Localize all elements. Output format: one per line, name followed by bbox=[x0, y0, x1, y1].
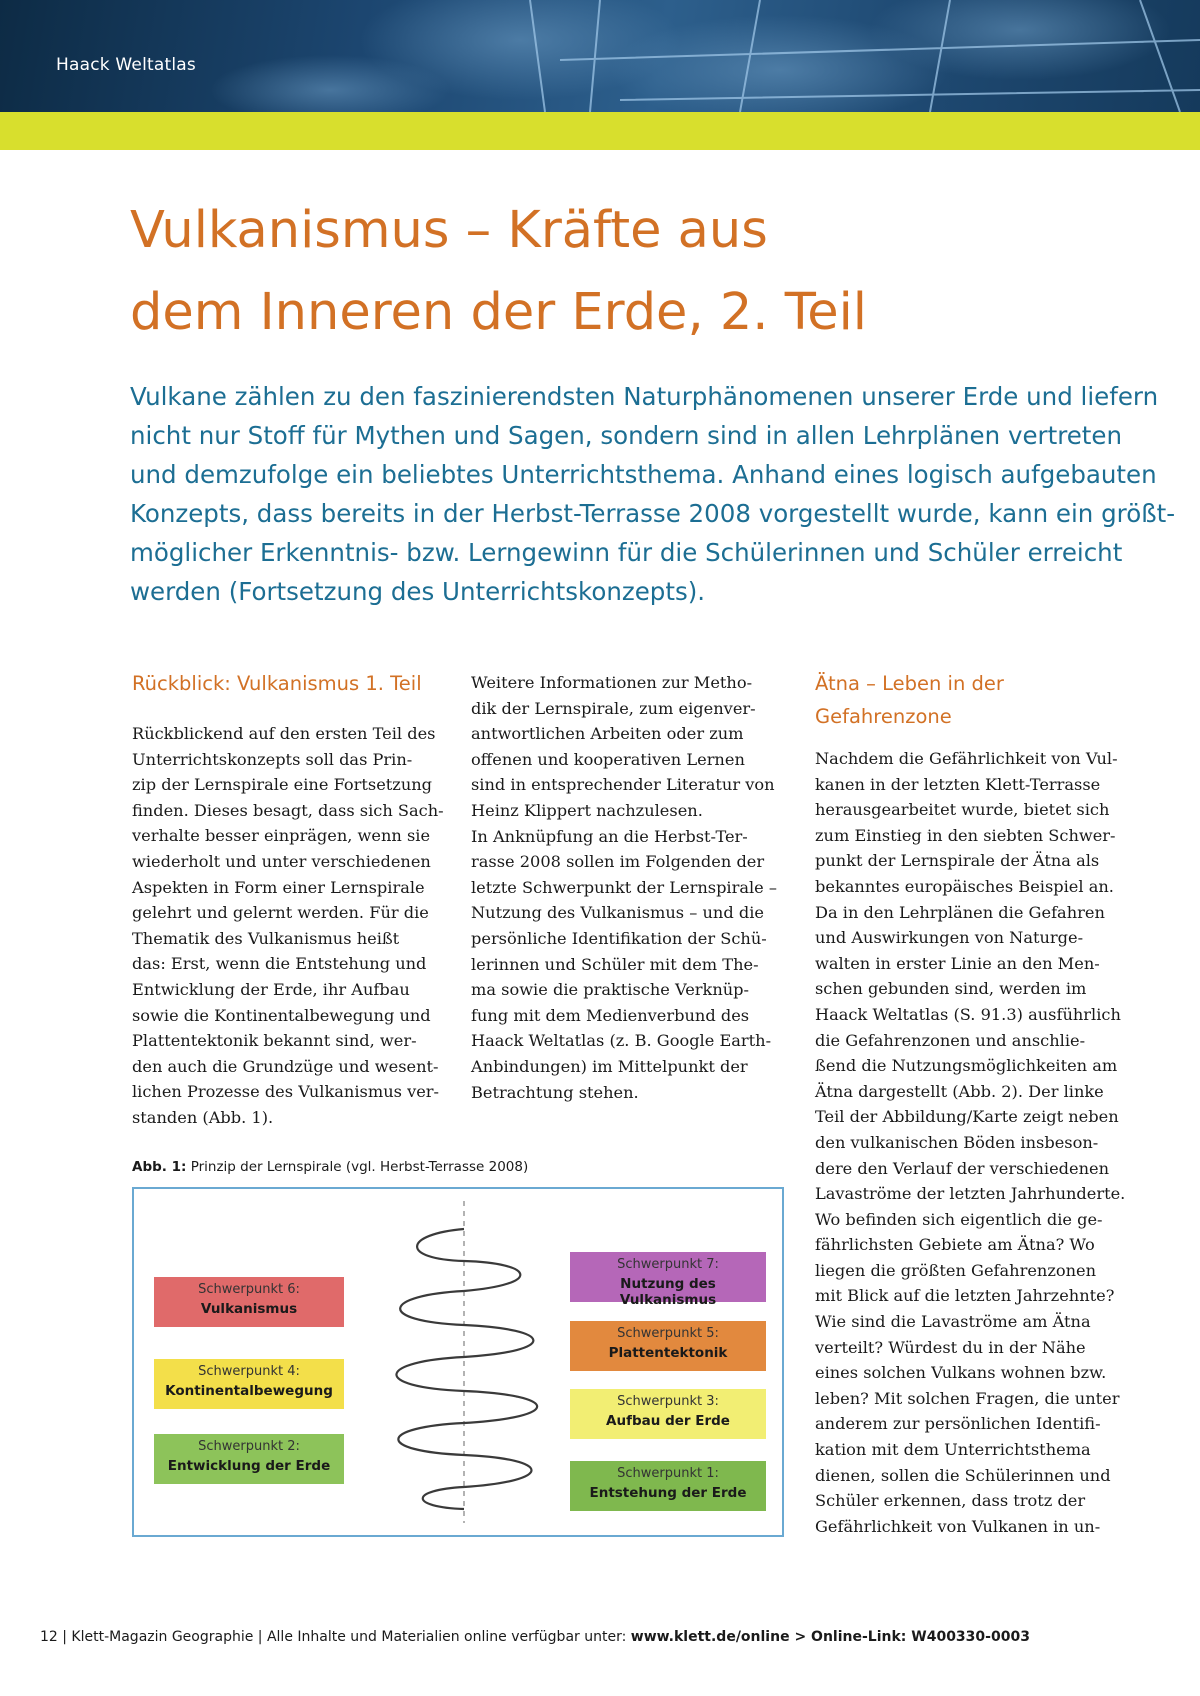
caption-text: Prinzip der Lernspirale (vgl. Herbst-Terrasse 2008) bbox=[186, 1159, 529, 1175]
body-line: Schüler erkennen, dass trotz der bbox=[815, 1491, 1086, 1511]
body-line: standen (Abb. 1). bbox=[132, 1107, 274, 1127]
col1-body bbox=[132, 721, 444, 1131]
body-line: Gefährlichkeit von Vulkanen in un- bbox=[815, 1516, 1101, 1536]
body-line: Entwicklung der Erde, ihr Aufbau bbox=[132, 979, 410, 999]
body-line: Thematik des Vulkanismus heißt bbox=[132, 928, 400, 948]
body-line: den vulkanischen Böden insbeson- bbox=[815, 1132, 1099, 1152]
body-line: finden. Dieses besagt, dass sich Sach- bbox=[132, 800, 444, 820]
box-topic: Kontinentalbewegung bbox=[165, 1383, 333, 1399]
body-line: Wie sind die Lavaströme am Ätna bbox=[815, 1312, 1091, 1332]
body-line: liegen die größten Gefahrenzonen bbox=[815, 1260, 1097, 1280]
body-line: fung mit dem Medienverbund des bbox=[471, 1005, 750, 1025]
col1-heading bbox=[132, 667, 422, 700]
body-line: Rückblickend auf den ersten Teil des bbox=[132, 724, 436, 743]
lead-line: Vulkane zählen zu den faszinierendsten Naturphänomenen unserer Erde und liefern bbox=[130, 382, 1159, 411]
box-step: Schwerpunkt 2: bbox=[198, 1439, 300, 1454]
body-line: Weitere Informationen zur Metho- bbox=[471, 673, 753, 692]
box-step: Schwerpunkt 6: bbox=[198, 1282, 300, 1297]
col3-heading bbox=[815, 667, 1004, 733]
body-line: Betrachtung stehen. bbox=[471, 1082, 639, 1102]
body-line: Heinz Klippert nachzulesen. bbox=[471, 800, 703, 820]
body-line: letzte Schwerpunkt der Lernspirale – bbox=[471, 877, 777, 897]
caption-number: Abb. 1: bbox=[132, 1159, 187, 1175]
body-line: zum Einstieg in den siebten Schwer- bbox=[815, 825, 1116, 845]
body-line: gelehrt und gelernt werden. Für die bbox=[132, 903, 429, 923]
spiral-box-3 bbox=[570, 1389, 766, 1439]
box-step: Schwerpunkt 7: bbox=[617, 1257, 719, 1272]
body-line: Plattentektonik bekannt sind, wer- bbox=[132, 1031, 417, 1051]
lead-line: werden (Fortsetzung des Unterrichtskonzepts). bbox=[130, 577, 706, 606]
spiral-box-5 bbox=[570, 1321, 766, 1371]
body-line: ßend die Nutzungsmöglichkeiten am bbox=[815, 1056, 1118, 1076]
body-line: zip der Lernspirale eine Fortsetzung bbox=[132, 775, 433, 795]
box-topic: Aufbau der Erde bbox=[606, 1413, 730, 1429]
title-line: Vulkanismus – Kräfte aus bbox=[130, 201, 768, 260]
body-line: das: Erst, wenn die Entstehung und bbox=[132, 954, 427, 974]
body-line: kanen in der letzten Klett-Terrasse bbox=[815, 774, 1101, 794]
body-line: sind in entsprechender Literatur von bbox=[471, 775, 775, 795]
lead-paragraph bbox=[130, 377, 1176, 611]
learning-spiral-figure bbox=[132, 1187, 784, 1537]
body-line: punkt der Lernspirale der Ätna als bbox=[815, 851, 1100, 871]
box-step: Schwerpunkt 4: bbox=[198, 1364, 300, 1379]
box-step: Schwerpunkt 1: bbox=[617, 1466, 719, 1481]
body-line: Anbindungen) im Mittelpunkt der bbox=[471, 1056, 748, 1076]
col3-heading-line: Gefahrenzone bbox=[815, 705, 952, 728]
body-line: herausgearbeitet wurde, bietet sich bbox=[815, 800, 1110, 820]
body-line: sowie die Kontinentalbewegung und bbox=[132, 1005, 431, 1025]
body-line: anderem zur persönlichen Identifi- bbox=[815, 1414, 1101, 1434]
footer-prefix: 12 | Klett-Magazin Geographie | Alle Inhalte und Materialien online verfügbar unter: bbox=[40, 1629, 631, 1645]
body-line: bekanntes europäisches Beispiel an. bbox=[815, 876, 1114, 896]
box-topic: Plattentektonik bbox=[608, 1345, 728, 1361]
footer-url[interactable]: www.klett.de/online bbox=[630, 1629, 790, 1645]
body-line: kation mit dem Unterrichtsthema bbox=[815, 1440, 1091, 1460]
body-line: schen gebunden sind, werden im bbox=[815, 979, 1087, 999]
body-line: dik der Lernspirale, zum eigenver- bbox=[471, 698, 756, 718]
figure-caption bbox=[132, 1159, 528, 1175]
body-line: verhalte besser einprägen, wenn sie bbox=[132, 826, 431, 846]
body-line: den auch die Grundzüge und wesent- bbox=[132, 1056, 439, 1076]
header-band bbox=[0, 112, 1200, 150]
body-line: antwortlichen Arbeiten oder zum bbox=[471, 724, 744, 744]
body-line: Nachdem die Gefährlichkeit von Vul- bbox=[815, 749, 1118, 768]
spiral-box-7 bbox=[570, 1252, 766, 1308]
body-line: Haack Weltatlas (z. B. Google Earth- bbox=[471, 1031, 772, 1051]
box-step: Schwerpunkt 5: bbox=[617, 1326, 719, 1341]
lead-line: nicht nur Stoff für Mythen und Sagen, sondern sind in allen Lehrplänen vertreten bbox=[130, 421, 1123, 450]
body-line: lerinnen und Schüler mit dem The- bbox=[471, 954, 759, 974]
body-line: Aspekten in Form einer Lernspirale bbox=[132, 877, 425, 897]
title-line: dem Inneren der Erde, 2. Teil bbox=[130, 283, 867, 342]
box-topic: Entstehung der Erde bbox=[589, 1485, 747, 1501]
lead-line: Konzepts, dass bereits in der Herbst-Terrasse 2008 vorgestellt wurde, kann ein größt- bbox=[130, 499, 1176, 528]
header-banner bbox=[0, 0, 1200, 112]
body-line: leben? Mit solchen Fragen, die unter bbox=[815, 1388, 1120, 1408]
body-line: persönliche Identifikation der Schü- bbox=[471, 928, 767, 948]
body-line: fährlichsten Gebiete am Ätna? Wo bbox=[815, 1235, 1095, 1255]
spiral-box-2 bbox=[154, 1434, 344, 1484]
body-line: Unterrichtskonzepts soll das Prin- bbox=[132, 749, 413, 769]
box-step: Schwerpunkt 3: bbox=[617, 1394, 719, 1409]
body-line: walten in erster Linie an den Men- bbox=[815, 953, 1100, 973]
body-line: mit Blick auf die letzten Jahrzehnte? bbox=[815, 1286, 1115, 1306]
body-line: eines solchen Vulkans wohnen bzw. bbox=[815, 1363, 1107, 1383]
body-line: ma sowie die praktische Verknüp- bbox=[471, 980, 750, 1000]
page-footer bbox=[40, 1629, 1030, 1645]
body-line: Da in den Lehrplänen die Gefahren bbox=[815, 902, 1105, 922]
box-topic: Entwicklung der Erde bbox=[167, 1458, 331, 1474]
col3-heading-line: Ätna – Leben in der bbox=[815, 672, 1004, 695]
body-line: In Anknüpfung an die Herbst-Ter- bbox=[471, 826, 748, 846]
box-topic: Nutzung des Vulkanismus bbox=[619, 1276, 717, 1308]
body-line: Ätna dargestellt (Abb. 2). Der linke bbox=[815, 1081, 1104, 1101]
col3-body bbox=[815, 746, 1125, 1539]
body-line: dienen, sollen die Schülerinnen und bbox=[815, 1465, 1111, 1485]
body-line: rasse 2008 sollen im Folgenden der bbox=[471, 852, 765, 872]
body-line: Teil der Abbildung/Karte zeigt neben bbox=[815, 1107, 1119, 1127]
body-line: offenen und kooperativen Lernen bbox=[471, 749, 745, 769]
col2-body bbox=[471, 670, 777, 1105]
box-topic: Vulkanismus bbox=[200, 1301, 298, 1317]
body-line: Nutzung des Vulkanismus – und die bbox=[471, 903, 764, 923]
footer-online-link: > Online-Link: W400330-0003 bbox=[789, 1629, 1030, 1645]
spiral-box-1 bbox=[570, 1461, 766, 1511]
lead-line: möglicher Erkenntnis- bzw. Lerngewinn für die Schülerinnen und Schüler erreicht bbox=[130, 538, 1123, 567]
lead-line: und demzufolge ein beliebtes Unterrichtsthema. Anhand eines logisch aufgebauten bbox=[130, 460, 1157, 489]
article-title bbox=[130, 190, 1130, 354]
body-line: dere den Verlauf der verschiedenen bbox=[815, 1158, 1110, 1178]
body-line: Haack Weltatlas (S. 91.3) ausführlich bbox=[815, 1004, 1121, 1024]
spiral-box-4 bbox=[154, 1359, 344, 1409]
body-line: lichen Prozesse des Vulkanismus ver- bbox=[132, 1082, 440, 1102]
col1-heading-text: Rückblick: Vulkanismus 1. Teil bbox=[132, 672, 422, 695]
atlas-label: Haack Weltatlas bbox=[56, 55, 196, 75]
body-line: Lavaströme der letzten Jahrhunderte. bbox=[815, 1184, 1126, 1204]
spiral-box-6 bbox=[154, 1277, 344, 1327]
body-line: und Auswirkungen von Naturge- bbox=[815, 928, 1084, 948]
body-line: Wo befinden sich eigentlich die ge- bbox=[815, 1209, 1103, 1229]
body-line: verteilt? Würdest du in der Nähe bbox=[815, 1337, 1086, 1357]
body-line: die Gefahrenzonen und anschlie- bbox=[815, 1030, 1086, 1050]
body-line: wiederholt und unter verschiedenen bbox=[132, 851, 431, 871]
